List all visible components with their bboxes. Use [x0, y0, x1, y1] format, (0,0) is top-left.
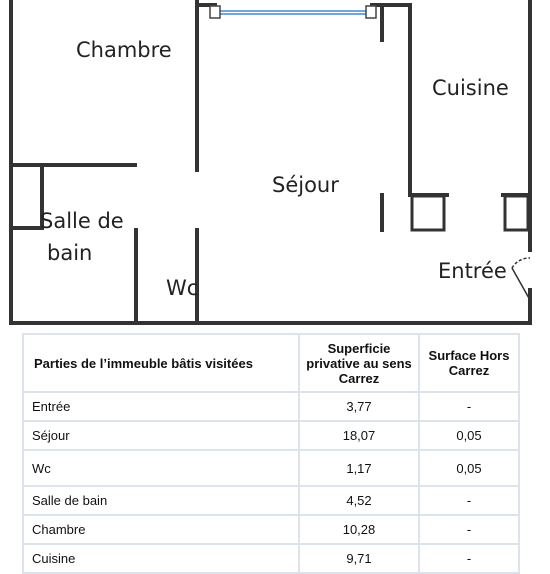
row-carrez: 3,77 — [299, 392, 419, 421]
table-row — [23, 515, 519, 544]
surface-table — [22, 333, 520, 574]
row-part: Entrée — [23, 392, 299, 421]
row-carrez: 1,17 — [299, 450, 419, 486]
plan-pillars — [412, 196, 528, 230]
table-row — [23, 450, 519, 486]
row-hors: - — [419, 392, 519, 421]
table-row — [23, 486, 519, 515]
table-header-row — [23, 334, 519, 392]
row-hors: - — [419, 515, 519, 544]
header-hors-carrez: Surface Hors Carrez — [419, 334, 519, 392]
row-part: Wc — [23, 450, 299, 486]
table-row — [23, 392, 519, 421]
row-part: Salle de bain — [23, 486, 299, 515]
row-carrez: 10,28 — [299, 515, 419, 544]
header-carrez: Superficie privative au sens Carrez — [299, 334, 419, 392]
row-carrez: 9,71 — [299, 544, 419, 573]
room-label-salle-de-bain-line2: bain — [47, 241, 93, 265]
row-part: Cuisine — [23, 544, 299, 573]
table-row — [23, 421, 519, 450]
row-carrez: 4,52 — [299, 486, 419, 515]
room-label-wc: Wc — [166, 276, 199, 300]
table-row — [23, 544, 519, 573]
row-hors: - — [419, 544, 519, 573]
room-label-entree: Entrée — [438, 259, 507, 283]
entry-door — [512, 258, 530, 300]
room-label-salle-de-bain-line1: Salle de — [40, 209, 124, 233]
row-hors: 0,05 — [419, 450, 519, 486]
room-label-cuisine: Cuisine — [432, 76, 509, 100]
row-hors: - — [419, 486, 519, 515]
row-part: Séjour — [23, 421, 299, 450]
row-hors: 0,05 — [419, 421, 519, 450]
room-label-chambre: Chambre — [76, 38, 172, 62]
room-label-sejour: Séjour — [272, 173, 339, 197]
surface-table-container — [22, 333, 520, 574]
row-carrez: 18,07 — [299, 421, 419, 450]
window — [210, 6, 376, 18]
row-part: Chambre — [23, 515, 299, 544]
header-part: Parties de l’immeuble bâtis visitées — [23, 334, 299, 392]
